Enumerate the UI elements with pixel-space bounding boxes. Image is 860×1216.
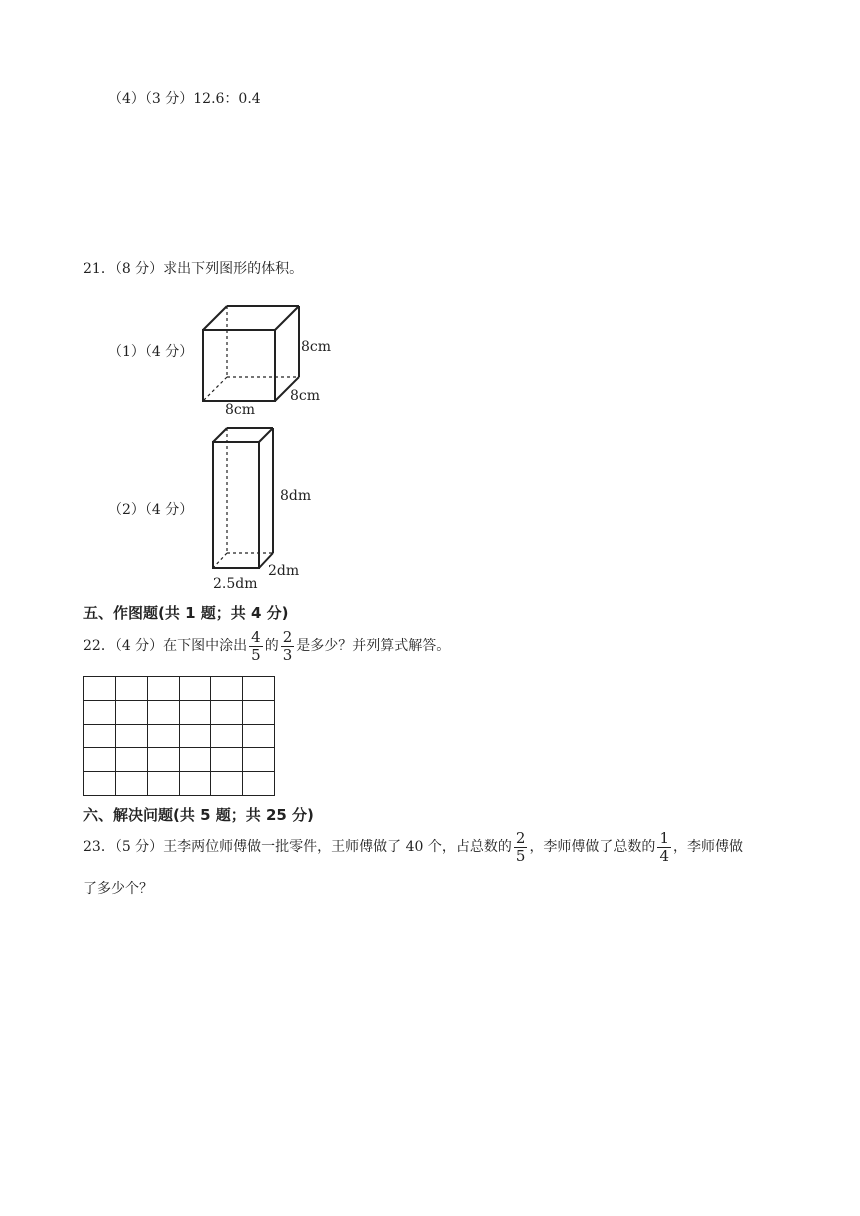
- q23-text: [83, 827, 743, 867]
- q22-mid: 的: [264, 638, 279, 654]
- grid-cell[interactable]: [180, 677, 212, 701]
- grid-cell[interactable]: [84, 725, 116, 749]
- grid-cell[interactable]: [211, 772, 243, 796]
- q23-fraction-2: $\frac{1}{4}$: [659, 828, 669, 865]
- q21-stem: 21．（8 分）求出下列图形的体积。: [83, 261, 304, 277]
- grid-cell[interactable]: [116, 748, 148, 772]
- q22-fraction-1: $\frac{4}{5}$: [251, 627, 261, 664]
- cube-width-label: 8cm: [225, 402, 256, 418]
- q20-part4: （4）（3 分）12.6：0.4: [108, 91, 261, 107]
- grid-cell[interactable]: [116, 701, 148, 725]
- q21-part2-label: （2）（4 分）: [108, 502, 194, 518]
- grid-cell[interactable]: [148, 748, 180, 772]
- q23-prefix: 23．（5 分）王李两位师傅做一批零件，王师傅做了 40 个，占总数的: [83, 839, 512, 855]
- q23-line2: 了多少个？: [83, 881, 153, 897]
- grid-cell[interactable]: [116, 772, 148, 796]
- grid-cell[interactable]: [148, 701, 180, 725]
- grid-cell[interactable]: [243, 701, 275, 725]
- grid-cell[interactable]: [243, 677, 275, 701]
- grid-cell[interactable]: [243, 772, 275, 796]
- prism-height-label: 8dm: [280, 488, 312, 504]
- grid-cell[interactable]: [84, 748, 116, 772]
- prism-figure: [205, 422, 315, 594]
- q22-prefix: 22．（4 分）在下图中涂出: [83, 638, 248, 654]
- q22-grid[interactable]: [83, 676, 275, 796]
- grid-cell[interactable]: [148, 772, 180, 796]
- section5-title: 五、作图题(共 1 题；共 4 分): [83, 604, 289, 622]
- grid-cell[interactable]: [84, 677, 116, 701]
- q22-fraction-2: $\frac{2}{3}$: [282, 627, 293, 664]
- q23-mid: ，李师傅做了总数的: [529, 839, 656, 855]
- prism-depth-label: 2dm: [268, 563, 300, 579]
- grid-cell[interactable]: [211, 725, 243, 749]
- prism-width-label: 2.5dm: [213, 576, 258, 592]
- grid-cell[interactable]: [211, 677, 243, 701]
- grid-cell[interactable]: [148, 725, 180, 749]
- cube-figure: [195, 298, 345, 418]
- q22-text: [83, 626, 450, 666]
- grid-cell[interactable]: [180, 748, 212, 772]
- q23-suffix: ，李师傅做: [672, 839, 743, 855]
- cube-height-label: 8cm: [301, 339, 332, 355]
- q21-part1-label: （1）（4 分）: [108, 344, 194, 360]
- q23-fraction-1: $\frac{2}{5}$: [515, 828, 526, 865]
- grid-cell[interactable]: [180, 725, 212, 749]
- grid-cell[interactable]: [148, 677, 180, 701]
- grid-cell[interactable]: [116, 725, 148, 749]
- grid-cell[interactable]: [84, 772, 116, 796]
- cube-depth-label: 8cm: [290, 388, 321, 404]
- grid-cell[interactable]: [84, 701, 116, 725]
- q22-suffix: 是多少？并列算式解答。: [296, 638, 451, 654]
- grid-cell[interactable]: [211, 748, 243, 772]
- section6-title: 六、解决问题(共 5 题；共 25 分): [83, 806, 314, 824]
- grid-cell[interactable]: [180, 701, 212, 725]
- grid-cell[interactable]: [211, 701, 243, 725]
- grid-cell[interactable]: [116, 677, 148, 701]
- grid-cell[interactable]: [180, 772, 212, 796]
- grid-cell[interactable]: [243, 748, 275, 772]
- grid-cell[interactable]: [243, 725, 275, 749]
